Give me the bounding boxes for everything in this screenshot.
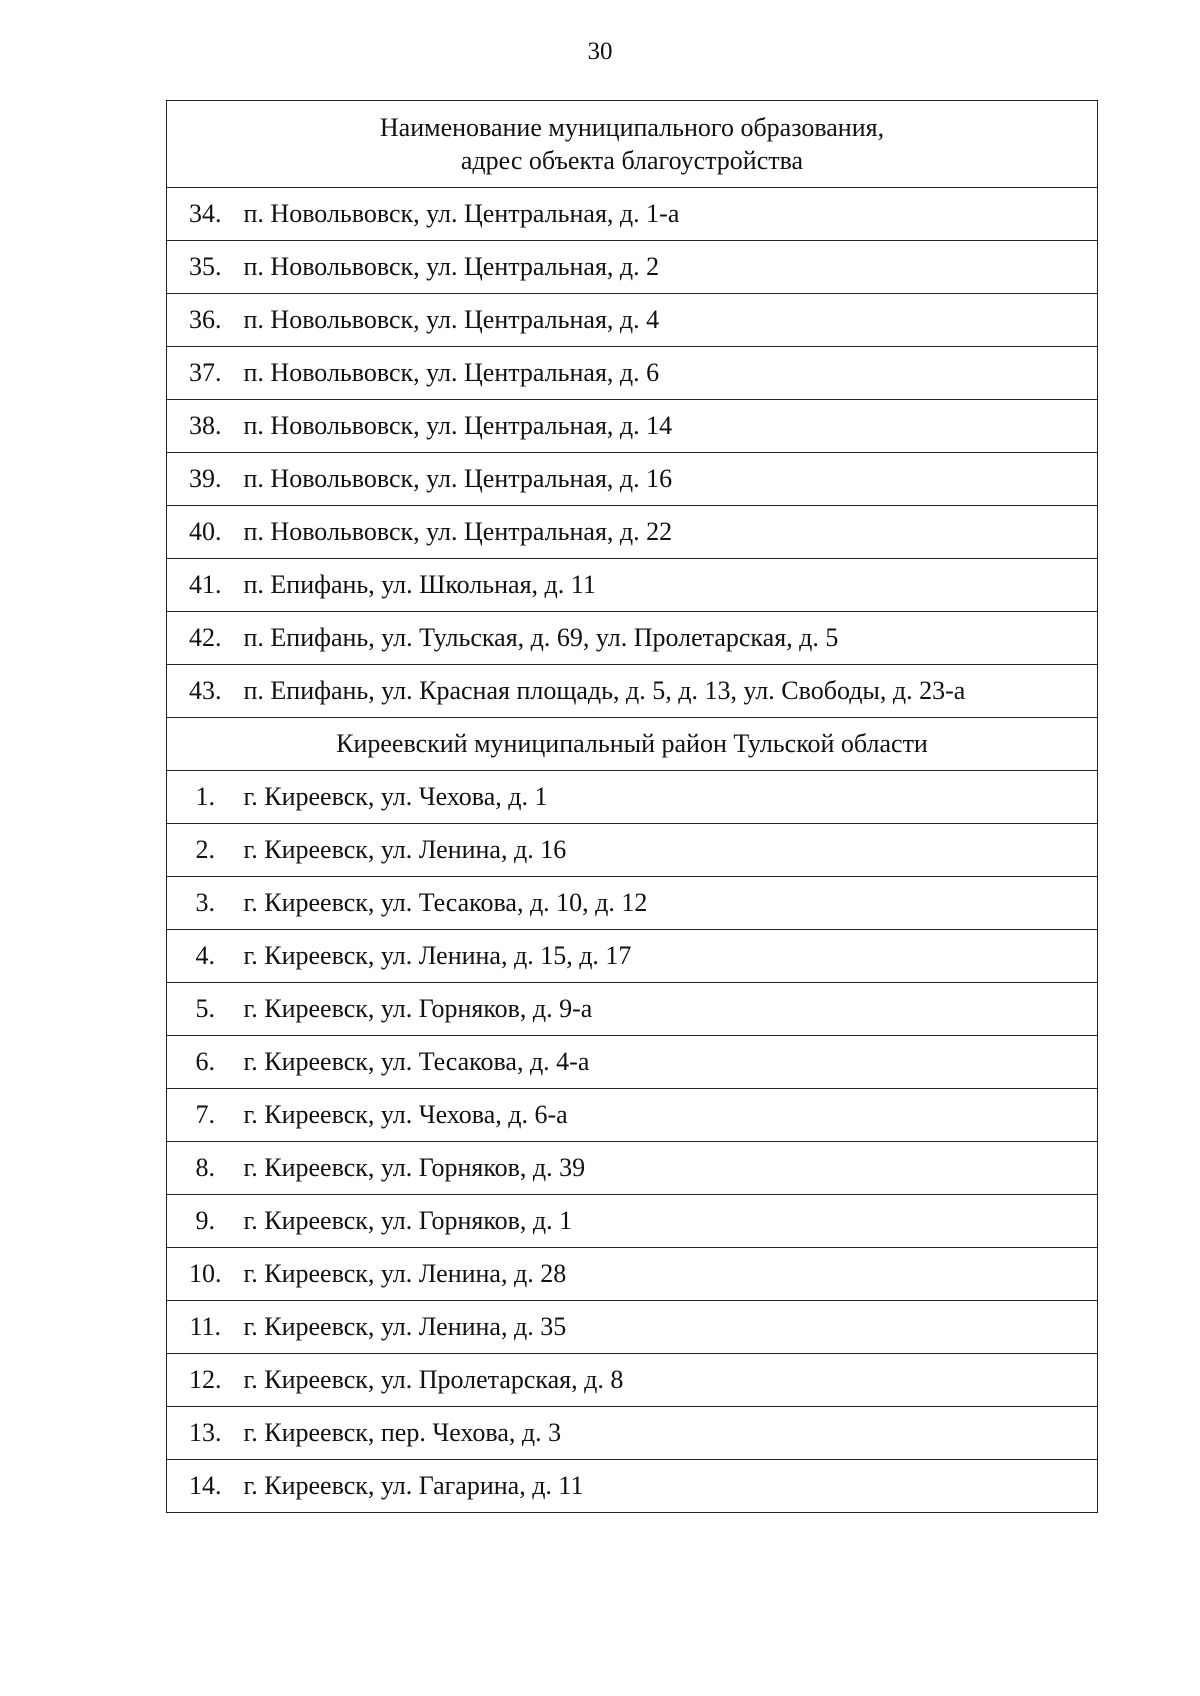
row-number: 1.	[167, 771, 244, 824]
table-row	[167, 1248, 1098, 1301]
row-number: 11.	[167, 1301, 244, 1354]
row-address: п. Новольвовск, ул. Центральная, д. 14	[244, 400, 1098, 453]
row-address: г. Киреевск, ул. Чехова, д. 1	[244, 771, 1098, 824]
table-row	[167, 1301, 1098, 1354]
header-line-1: Наименование муниципального образования,	[379, 113, 885, 142]
row-address: п. Новольвовск, ул. Центральная, д. 1-а	[244, 188, 1098, 241]
table-row	[167, 294, 1098, 347]
row-number: 12.	[167, 1354, 244, 1407]
table-row	[167, 559, 1098, 612]
table-row	[167, 930, 1098, 983]
row-address: г. Киреевск, ул. Горняков, д. 9-а	[244, 983, 1098, 1036]
table-row	[167, 1142, 1098, 1195]
row-address: г. Киреевск, ул. Тесакова, д. 10, д. 12	[244, 877, 1098, 930]
row-address: п. Епифань, ул. Красная площадь, д. 5, д. 13, ул. Свободы, д. 23-а	[244, 665, 1098, 718]
row-number: 36.	[167, 294, 244, 347]
row-address: г. Киреевск, ул. Горняков, д. 1	[244, 1195, 1098, 1248]
table-row	[167, 1089, 1098, 1142]
row-address: г. Киреевск, ул. Ленина, д. 28	[244, 1248, 1098, 1301]
row-number: 7.	[167, 1089, 244, 1142]
row-number: 9.	[167, 1195, 244, 1248]
row-number: 4.	[167, 930, 244, 983]
table-row	[167, 453, 1098, 506]
table-row	[167, 771, 1098, 824]
row-address: п. Новольвовск, ул. Центральная, д. 4	[244, 294, 1098, 347]
row-number: 8.	[167, 1142, 244, 1195]
table-row	[167, 612, 1098, 665]
table-row	[167, 665, 1098, 718]
address-table	[166, 100, 1098, 1513]
row-address: п. Новольвовск, ул. Центральная, д. 22	[244, 506, 1098, 559]
table-row	[167, 824, 1098, 877]
table-row	[167, 1354, 1098, 1407]
row-address: г. Киреевск, ул. Ленина, д. 15, д. 17	[244, 930, 1098, 983]
row-number: 40.	[167, 506, 244, 559]
table-row	[167, 1036, 1098, 1089]
table-header-cell	[167, 101, 1098, 188]
row-number: 42.	[167, 612, 244, 665]
row-number: 38.	[167, 400, 244, 453]
row-address: г. Киреевск, ул. Гагарина, д. 11	[244, 1460, 1098, 1513]
page-number: 30	[587, 38, 613, 65]
table-row	[167, 1460, 1098, 1513]
row-address: г. Киреевск, пер. Чехова, д. 3	[244, 1407, 1098, 1460]
row-address: п. Епифань, ул. Школьная, д. 11	[244, 559, 1098, 612]
row-number: 10.	[167, 1248, 244, 1301]
table-row	[167, 241, 1098, 294]
table-row	[167, 506, 1098, 559]
row-address: г. Киреевск, ул. Чехова, д. 6-а	[244, 1089, 1098, 1142]
table-body	[167, 101, 1098, 1513]
row-address: г. Киреевск, ул. Пролетарская, д. 8	[244, 1354, 1098, 1407]
row-number: 41.	[167, 559, 244, 612]
table-row	[167, 983, 1098, 1036]
table-row	[167, 188, 1098, 241]
row-address: г. Киреевск, ул. Ленина, д. 35	[244, 1301, 1098, 1354]
row-address: п. Новольвовск, ул. Центральная, д. 16	[244, 453, 1098, 506]
section-row	[167, 718, 1098, 771]
row-number: 14.	[167, 1460, 244, 1513]
table-row	[167, 1195, 1098, 1248]
row-number: 34.	[167, 188, 244, 241]
row-number: 13.	[167, 1407, 244, 1460]
table-header-row	[167, 101, 1098, 188]
row-address: п. Епифань, ул. Тульская, д. 69, ул. Пролетарская, д. 5	[244, 612, 1098, 665]
section-title: Киреевский муниципальный район Тульской области	[167, 718, 1098, 771]
row-number: 2.	[167, 824, 244, 877]
row-number: 6.	[167, 1036, 244, 1089]
row-number: 35.	[167, 241, 244, 294]
row-number: 37.	[167, 347, 244, 400]
row-address: п. Новольвовск, ул. Центральная, д. 6	[244, 347, 1098, 400]
header-line-2: адрес объекта благоустройства	[460, 146, 804, 175]
row-address: г. Киреевск, ул. Горняков, д. 39	[244, 1142, 1098, 1195]
row-address: п. Новольвовск, ул. Центральная, д. 2	[244, 241, 1098, 294]
row-address: г. Киреевск, ул. Ленина, д. 16	[244, 824, 1098, 877]
table-row	[167, 877, 1098, 930]
table-row	[167, 1407, 1098, 1460]
table-row	[167, 400, 1098, 453]
row-number: 43.	[167, 665, 244, 718]
row-number: 3.	[167, 877, 244, 930]
row-address: г. Киреевск, ул. Тесакова, д. 4-а	[244, 1036, 1098, 1089]
table-row	[167, 347, 1098, 400]
row-number: 5.	[167, 983, 244, 1036]
row-number: 39.	[167, 453, 244, 506]
